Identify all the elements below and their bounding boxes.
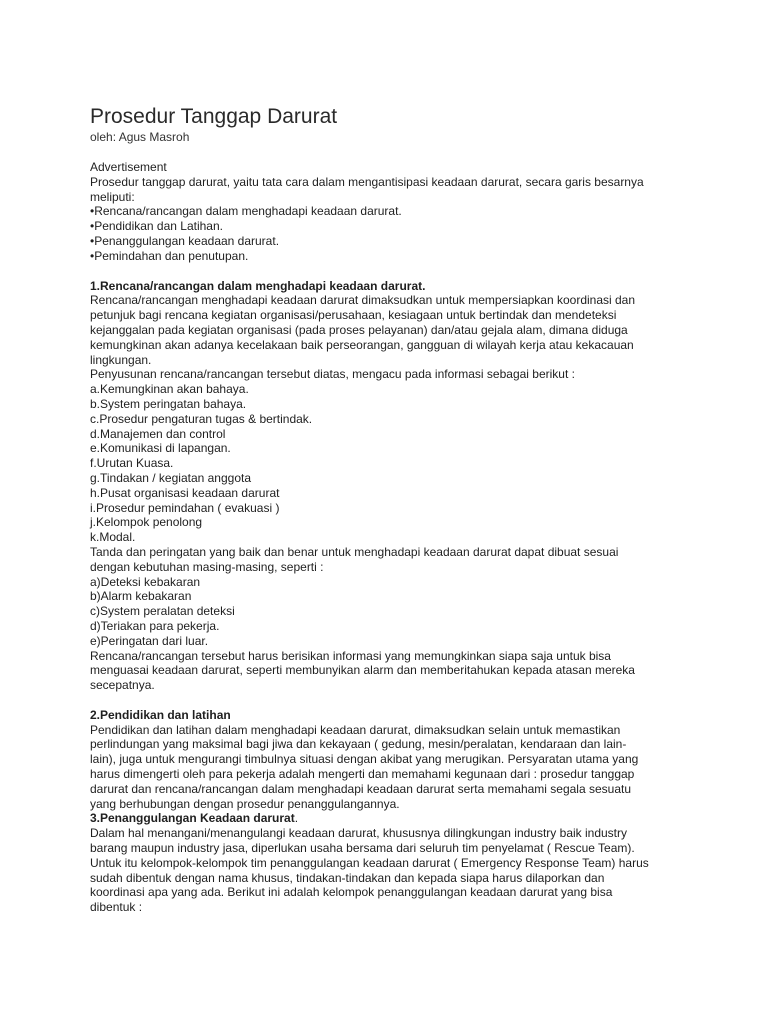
document-title: Prosedur Tanggap Darurat	[90, 105, 338, 128]
text-line: c)System peralatan deteksi	[90, 604, 235, 619]
text-line: Prosedur tanggap darurat, yaitu tata cara dalam mengantisipasi keadaan darurat, secara garis besarnya	[90, 174, 644, 189]
text-line: Rencana/rancangan tersebut harus berisikan informasi yang memungkinkan siapa saja untuk bisa	[90, 648, 611, 663]
text-line: menguasai keadaan darurat, seperti membunyikan alarm dan memberitahukan kepada atasan mereka	[90, 663, 635, 678]
text-line: d)Teriakan para pekerja.	[90, 618, 220, 633]
spacer	[90, 145, 738, 160]
text-line: b)Alarm kebakaran	[90, 589, 192, 604]
section1-body	[90, 293, 738, 693]
section3-heading: 3.Penanggulangan Keadaan darurat	[90, 811, 295, 826]
text-line: •Pemindahan dan penutupan.	[90, 248, 249, 263]
text-line: sudah dibentuk dengan nama khusus, tindakan-tindakan dan kepada siapa harus dilaporkan dan	[90, 870, 605, 885]
text-line: a)Deteksi kebakaran	[90, 574, 201, 589]
document-author: oleh: Agus Masroh	[90, 130, 190, 144]
text-line: •Rencana/rancangan dalam menghadapi keadaan darurat.	[90, 204, 402, 219]
text-line: darurat dan rencana/rancangan dalam menghadapi keadaan darurat serta memahami segala sesuatu	[90, 781, 632, 796]
text-line: petunjuk bagi rencana kegiatan organisasi/perusahaan, kesiagaan untuk bertindak dan mendeteksi	[90, 308, 617, 323]
section2-heading: 2.Pendidikan dan latihan	[90, 707, 231, 722]
text-line: •Pendidikan dan Latihan.	[90, 219, 223, 234]
text-line: meliputi:	[90, 189, 135, 204]
text-line: h.Pusat organisasi keadaan darurat	[90, 485, 280, 500]
text-line: d.Manajemen dan control	[90, 426, 226, 441]
section3-heading-line	[90, 811, 738, 826]
section3-body	[90, 826, 738, 915]
text-line: Dalam hal menangani/menangulangi keadaan darurat, khususnya dilingkungan industry baik industry	[90, 826, 628, 841]
spacer	[90, 693, 738, 708]
text-line: barang maupun industry jasa, diperlukan usaha bersama dari seluruh tim penyelamat ( Rescue Team).	[90, 841, 635, 856]
text-line: •Penanggulangan keadaan darurat.	[90, 233, 280, 248]
text-line: e)Peringatan dari luar.	[90, 633, 209, 648]
text-line: secepatnya.	[90, 678, 155, 693]
text-line: c.Prosedur pengaturan tugas & bertindak.	[90, 411, 313, 426]
text-line: harus dimengerti oleh para pekerja adalah mengerti dan memahami kegunaan dari : prosedur tanggap	[90, 767, 635, 782]
text-line: j.Kelompok penolong	[90, 515, 203, 530]
text-line: Rencana/rancangan menghadapi keadaan darurat dimaksudkan untuk mempersiapkan koordinasi dan	[90, 293, 636, 308]
spacer	[90, 264, 738, 279]
text-line: f.Urutan Kuasa.	[90, 456, 174, 471]
text-line: a.Kemungkinan akan bahaya.	[90, 382, 249, 397]
section1-heading: 1.Rencana/rancangan dalam menghadapi keadaan darurat.	[90, 278, 426, 293]
intro-block	[90, 175, 738, 264]
text-line: b.System peringatan bahaya.	[90, 396, 247, 411]
text-line: Untuk itu kelompok-kelompok tim penanggulangan keadaan darurat ( Emergency Response Team) harus	[90, 855, 649, 870]
text-line: Penyusunan rencana/rancangan tersebut diatas, mengacu pada informasi sebagai berikut :	[90, 367, 575, 382]
text-line: Tanda dan peringatan yang baik dan benar untuk menghadapi keadaan darurat dapat dibuat sesuai	[90, 544, 619, 559]
text-line: lingkungan.	[90, 352, 152, 367]
text-line: Pendidikan dan latihan dalam menghadapi keadaan darurat, dimaksudkan selain untuk memastikan	[90, 722, 621, 737]
text-line: e.Komunikasi di lapangan.	[90, 441, 231, 456]
text-line: kemungkinan akan adanya kecelakaan baik perseorangan, gangguan di wilayah kerja atau kekacauan	[90, 337, 634, 352]
text-line: dibentuk :	[90, 900, 143, 915]
text-line: perlindungan yang maksimal bagi jiwa dan kekayaan ( gedung, mesin/peralatan, kendaraan dan lain-	[90, 737, 627, 752]
text-line: dengan kebutuhan masing-masing, seperti :	[90, 559, 324, 574]
text-line: yang berhubungan dengan prosedur penanggulangannya.	[90, 796, 400, 811]
text-line: kejanggalan pada kegiatan organisasi (pada proses pelayanan) dan/atau gejala alam, dimana diduga	[90, 322, 628, 337]
section2-body	[90, 723, 738, 812]
text-line: lain), juga untuk mengurangi timbulnya situasi dengan akibat yang merugikan. Persyaratan utama yang	[90, 752, 639, 767]
text-line: i.Prosedur pemindahan ( evakuasi )	[90, 500, 280, 515]
advertisement-label: Advertisement	[90, 160, 167, 174]
document-body	[90, 160, 738, 915]
text-line: k.Modal.	[90, 530, 136, 545]
section3-heading-suffix: .	[294, 811, 299, 826]
text-line: g.Tindakan / kegiatan anggota	[90, 470, 252, 485]
text-line: koordinasi apa yang ada. Berikut ini adalah kelompok penanggulangan keadaan darurat yang bisa	[90, 885, 613, 900]
